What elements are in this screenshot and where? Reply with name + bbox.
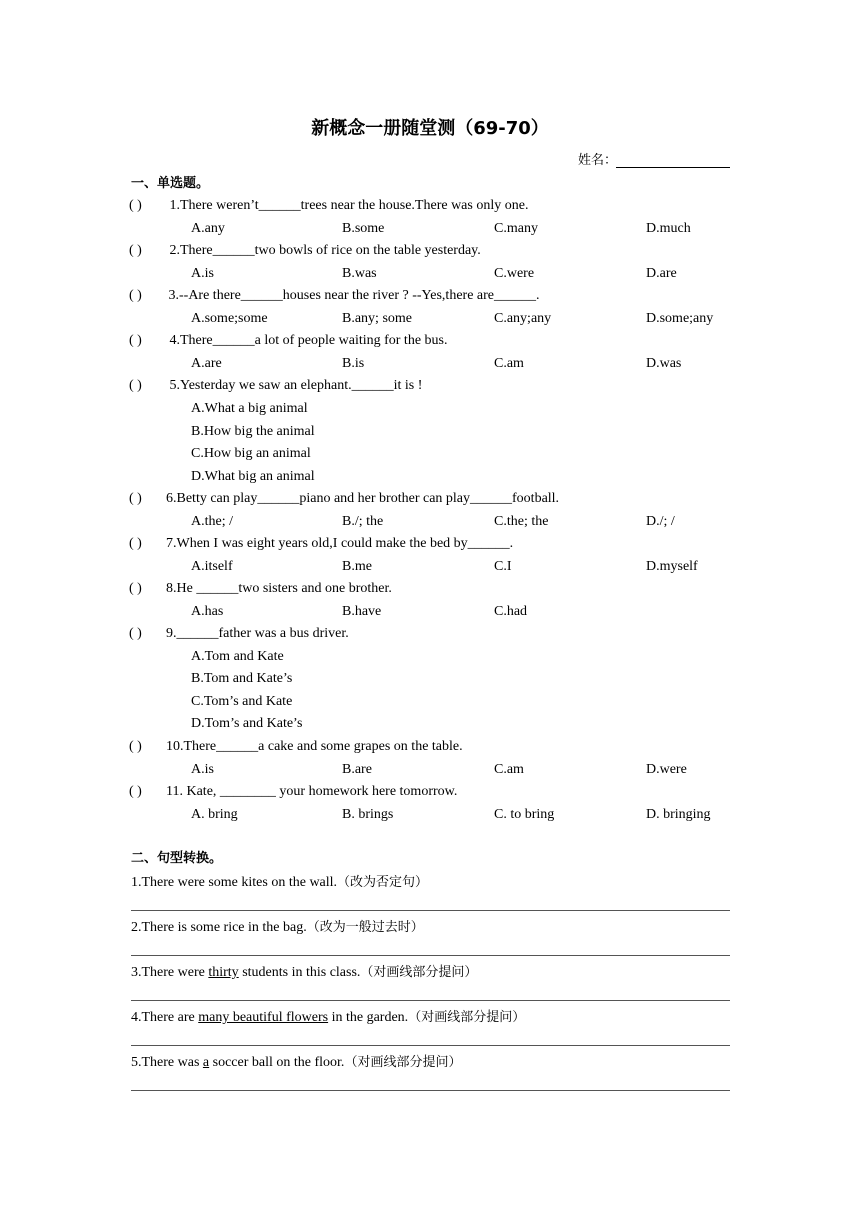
option-a: A.Tom and Kate bbox=[191, 649, 284, 664]
item-text-start: 5.There was bbox=[131, 1055, 203, 1070]
transform-item-4 bbox=[131, 1006, 525, 1029]
question-stem: 9.______father was a bus driver. bbox=[166, 626, 349, 641]
option-a: A.the; / bbox=[191, 514, 233, 529]
item-text: 1.There were some kites on the wall. bbox=[131, 875, 338, 890]
option-a: A.is bbox=[191, 266, 214, 281]
name-label: 姓名： bbox=[578, 153, 618, 168]
option-a: A.are bbox=[191, 356, 222, 371]
option-c: C. to bring bbox=[494, 807, 555, 822]
question-4 bbox=[129, 330, 447, 352]
question-stem: 5.Yesterday we saw an elephant.______it is ! bbox=[166, 378, 423, 393]
option-c: C.am bbox=[494, 762, 524, 777]
item-text-start: 4.There are bbox=[131, 1010, 199, 1025]
option-a: A.What a big animal bbox=[191, 401, 308, 416]
question-9 bbox=[129, 623, 349, 645]
underlined-part: thirty bbox=[208, 965, 239, 980]
item-text-start: 3.There were bbox=[131, 965, 209, 980]
item-instruction: （对画线部分提问） bbox=[408, 1009, 526, 1024]
answer-paren[interactable]: ( ) bbox=[129, 198, 142, 213]
question-5 bbox=[129, 375, 422, 397]
option-b: B.any; some bbox=[342, 311, 412, 326]
item-instruction: （对画线部分提问） bbox=[360, 964, 478, 979]
answer-line-2[interactable] bbox=[131, 955, 730, 956]
option-a: A.any bbox=[191, 221, 225, 236]
option-b: B.How big the animal bbox=[191, 424, 315, 439]
option-c: C.am bbox=[494, 356, 524, 371]
option-c: C.I bbox=[494, 559, 512, 574]
question-stem: 11. Kate, ________ your homework here tomorrow. bbox=[166, 784, 458, 799]
question-stem: 6.Betty can play______piano and her brother can play______football. bbox=[166, 491, 560, 506]
question-10 bbox=[129, 736, 463, 758]
transform-item-2 bbox=[131, 916, 424, 939]
option-b: B.was bbox=[342, 266, 377, 281]
option-b: B.have bbox=[342, 604, 382, 619]
question-3 bbox=[129, 285, 540, 307]
answer-paren[interactable]: ( ) bbox=[129, 243, 142, 258]
transform-item-1 bbox=[131, 871, 428, 894]
question-stem: 7.When I was eight years old,I could make the bed by______. bbox=[166, 536, 514, 551]
option-c: C.the; the bbox=[494, 514, 549, 529]
option-d: D./; / bbox=[646, 514, 675, 529]
item-instruction: （对画线部分提问） bbox=[344, 1054, 462, 1069]
answer-paren[interactable]: ( ) bbox=[129, 491, 142, 506]
section1-heading: 一、单选题。 bbox=[131, 176, 210, 191]
option-c: C.had bbox=[494, 604, 528, 619]
option-d: D.What big an animal bbox=[191, 469, 315, 484]
answer-line-4[interactable] bbox=[131, 1045, 730, 1046]
question-8 bbox=[129, 578, 392, 600]
item-instruction: （改为一般过去时） bbox=[306, 919, 424, 934]
answer-line-1[interactable] bbox=[131, 910, 730, 911]
question-stem: 10.There______a cake and some grapes on the table. bbox=[166, 739, 463, 754]
option-b: B.is bbox=[342, 356, 365, 371]
question-11 bbox=[129, 781, 457, 803]
question-6 bbox=[129, 488, 559, 510]
option-d: D.Tom’s and Kate’s bbox=[191, 716, 303, 731]
transform-item-3 bbox=[131, 961, 477, 984]
name-field bbox=[578, 150, 730, 172]
option-d: D.much bbox=[646, 221, 691, 236]
underlined-part: a bbox=[202, 1055, 210, 1070]
question-stem: 8.He ______two sisters and one brother. bbox=[166, 581, 392, 596]
page-title: 新概念一册随堂测（69-70） bbox=[311, 118, 549, 139]
item-instruction: （改为否定句） bbox=[337, 874, 429, 889]
option-a: A.has bbox=[191, 604, 224, 619]
underlined-part: many beautiful flowers bbox=[198, 1010, 329, 1025]
option-d: D.are bbox=[646, 266, 677, 281]
question-stem: 2.There______two bowls of rice on the table yesterday. bbox=[166, 243, 481, 258]
question-7 bbox=[129, 533, 513, 555]
answer-paren[interactable]: ( ) bbox=[129, 288, 142, 303]
option-b: B.some bbox=[342, 221, 385, 236]
item-text-end: in the garden. bbox=[328, 1010, 409, 1025]
option-b: B.Tom and Kate’s bbox=[191, 671, 293, 686]
option-c: C.How big an animal bbox=[191, 446, 311, 461]
option-d: D. bringing bbox=[646, 807, 711, 822]
answer-paren[interactable]: ( ) bbox=[129, 784, 142, 799]
option-b: B. brings bbox=[342, 807, 394, 822]
item-text-end: students in this class. bbox=[238, 965, 361, 980]
option-b: B.are bbox=[342, 762, 372, 777]
option-b: B./; the bbox=[342, 514, 384, 529]
answer-paren[interactable]: ( ) bbox=[129, 581, 142, 596]
option-c: C.any;any bbox=[494, 311, 552, 326]
answer-paren[interactable]: ( ) bbox=[129, 378, 142, 393]
option-c: C.many bbox=[494, 221, 538, 236]
transform-item-5 bbox=[131, 1051, 461, 1074]
answer-line-5[interactable] bbox=[131, 1090, 730, 1091]
question-2 bbox=[129, 240, 481, 262]
option-d: D.were bbox=[646, 762, 687, 777]
option-d: D.myself bbox=[646, 559, 698, 574]
answer-paren[interactable]: ( ) bbox=[129, 739, 142, 754]
answer-line-3[interactable] bbox=[131, 1000, 730, 1001]
name-blank-line[interactable] bbox=[616, 167, 730, 168]
option-b: B.me bbox=[342, 559, 372, 574]
option-a: A. bring bbox=[191, 807, 238, 822]
option-a: A.itself bbox=[191, 559, 233, 574]
item-text-end: soccer ball on the floor. bbox=[209, 1055, 345, 1070]
option-c: C.Tom’s and Kate bbox=[191, 694, 293, 709]
option-a: A.some;some bbox=[191, 311, 268, 326]
answer-paren[interactable]: ( ) bbox=[129, 536, 142, 551]
question-stem: 4.There______a lot of people waiting for the bus. bbox=[166, 333, 448, 348]
answer-paren[interactable]: ( ) bbox=[129, 333, 142, 348]
answer-paren[interactable]: ( ) bbox=[129, 626, 142, 641]
item-text: 2.There is some rice in the bag. bbox=[131, 920, 307, 935]
option-a: A.is bbox=[191, 762, 214, 777]
question-stem: 3.--Are there______houses near the river ? --Yes,there are______. bbox=[165, 288, 540, 303]
option-c: C.were bbox=[494, 266, 535, 281]
option-d: D.was bbox=[646, 356, 682, 371]
section2-heading: 二、句型转换。 bbox=[131, 851, 223, 866]
question-1 bbox=[129, 195, 528, 217]
option-d: D.some;any bbox=[646, 311, 714, 326]
question-stem: 1.There weren’t______trees near the house.There was only one. bbox=[166, 198, 529, 213]
